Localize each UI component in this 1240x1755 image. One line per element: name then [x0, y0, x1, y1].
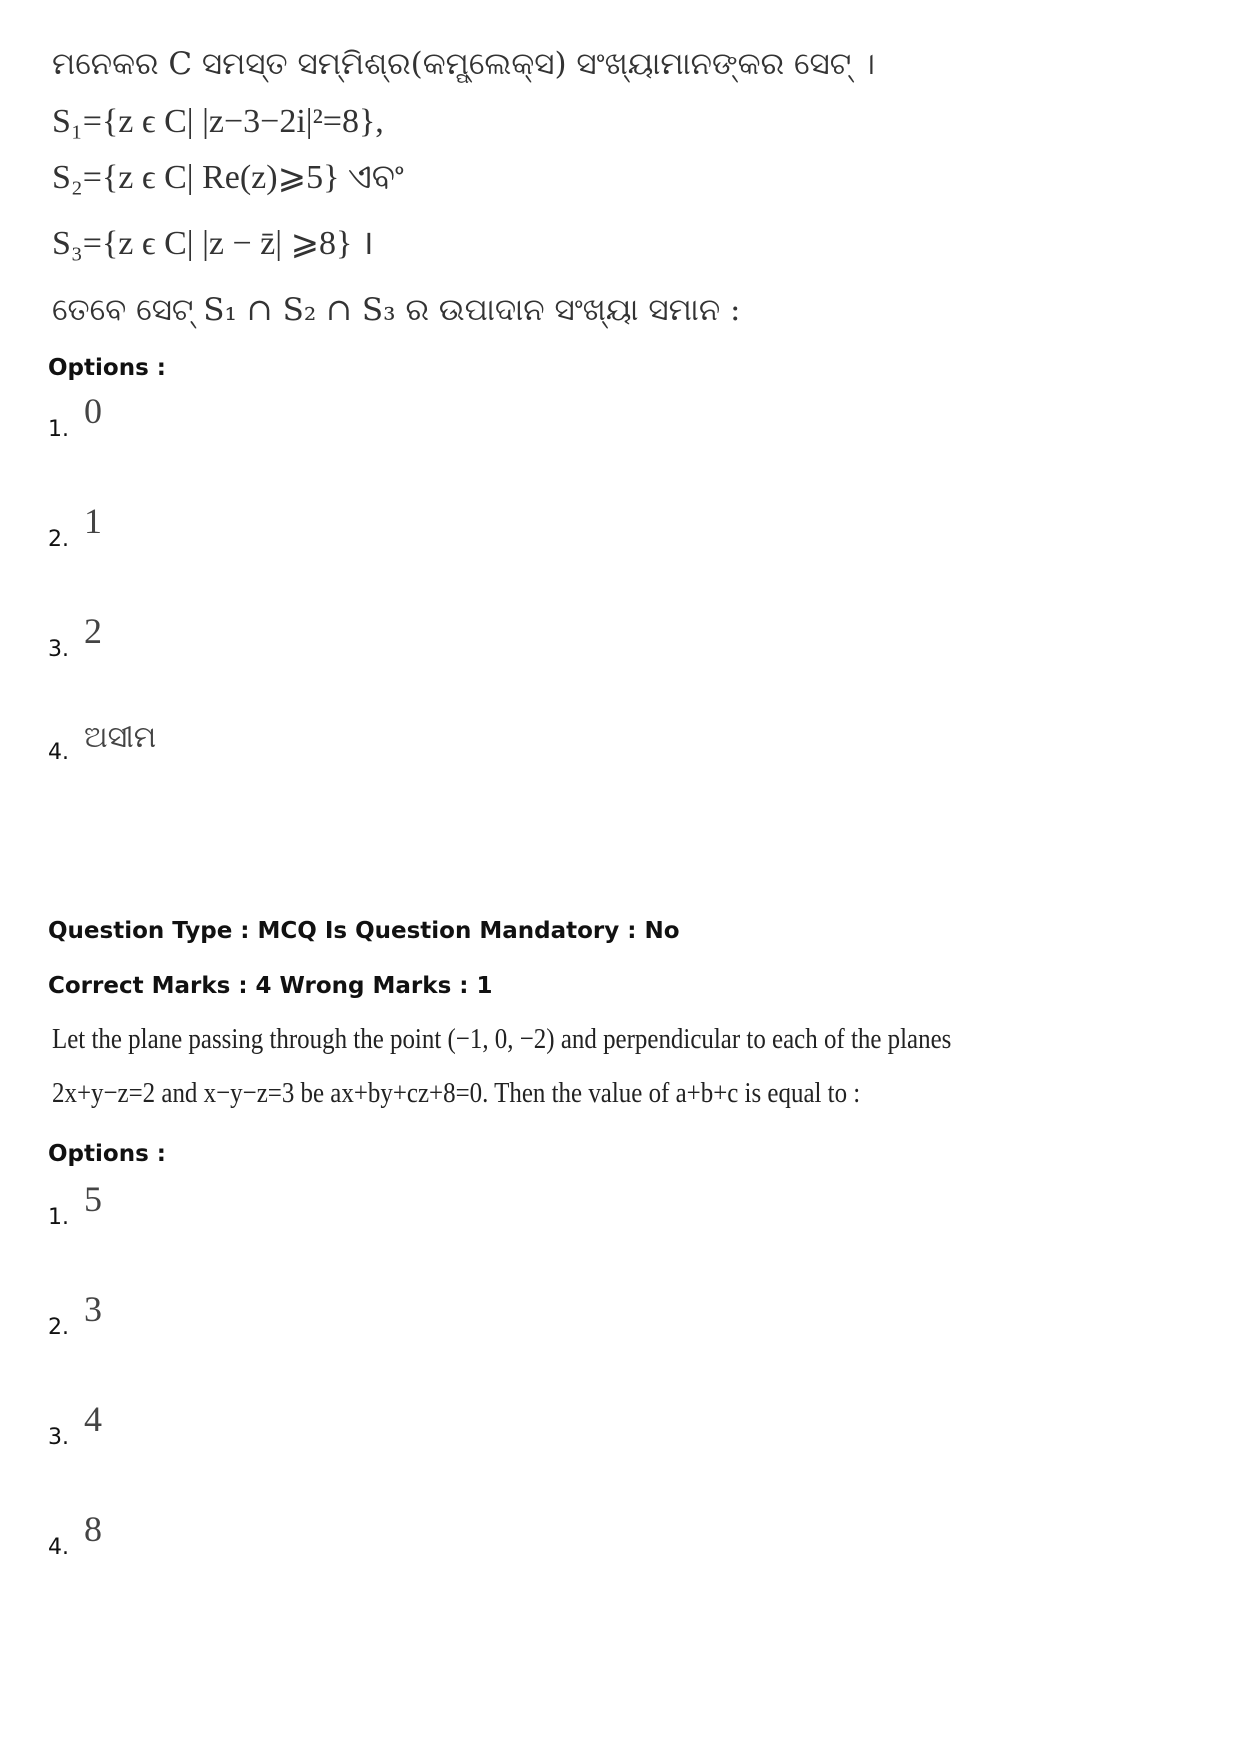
question-1-line-5: ତେବେ ସେଟ୍ S₁ ∩ S₂ ∩ S₃ ର ଉପାଦାନ ସଂଖ୍ୟା ସମାନ : — [52, 292, 741, 328]
question-1-option-1 — [48, 391, 102, 448]
option-value: 1 — [84, 501, 102, 541]
question-2-option-1 — [48, 1179, 102, 1236]
question-1-line-1: ମନେକର C ସମସ୍ତ ସମ୍ମିଶ୍ର(କମ୍ପ୍ଲେକ୍ସ) ସଂଖ୍ୟାମାନଙ୍କର ସେଟ୍ । — [52, 46, 875, 82]
option-value: 8 — [84, 1509, 102, 1549]
question-2-line-1: Let the plane passing through the point (−1, 0, −2) and perpendicular to each of the planes — [52, 1023, 952, 1055]
option-number: 3. — [48, 1425, 69, 1450]
option-number: 1. — [48, 417, 69, 442]
question-2-line-2: 2x+y−z=2 and x−y−z=3 be ax+by+cz+8=0. Then the value of a+b+c is equal to : — [52, 1077, 861, 1109]
option-value: 3 — [84, 1289, 102, 1329]
option-value: 4 — [84, 1399, 102, 1439]
question-1-options-label: Options : — [48, 355, 166, 381]
option-number: 4. — [48, 740, 69, 765]
option-number: 2. — [48, 1315, 69, 1340]
question-1-text — [52, 38, 952, 348]
option-value: 5 — [84, 1179, 102, 1219]
question-type-line: Question Type : MCQ Is Question Mandatory : No — [48, 918, 680, 944]
question-1-line-4: S₃={z ϵ C| |z − z̄| ⩾8} । — [52, 225, 374, 262]
question-2-option-2 — [48, 1289, 102, 1346]
question-1-line-2: S₁={z ϵ C| |z−3−2i|²=8}, — [52, 103, 384, 140]
question-2-option-4 — [48, 1509, 102, 1566]
question-1-option-2 — [48, 501, 102, 558]
question-2-text — [52, 1012, 972, 1120]
option-value: 0 — [84, 391, 102, 431]
option-number: 4. — [48, 1535, 69, 1560]
option-value: ଅସୀମ — [84, 720, 157, 755]
question-2-options-label: Options : — [48, 1141, 166, 1167]
question-1-option-4 — [48, 720, 157, 778]
question-2-option-3 — [48, 1399, 102, 1456]
question-1-option-3 — [48, 611, 102, 668]
option-value: 2 — [84, 611, 102, 651]
option-number: 3. — [48, 637, 69, 662]
marks-line: Correct Marks : 4 Wrong Marks : 1 — [48, 973, 493, 999]
question-1-line-3: S₂={z ϵ C| Re(z)⩾5} ଏବଂ — [52, 159, 404, 196]
option-number: 2. — [48, 527, 69, 552]
option-number: 1. — [48, 1205, 69, 1230]
